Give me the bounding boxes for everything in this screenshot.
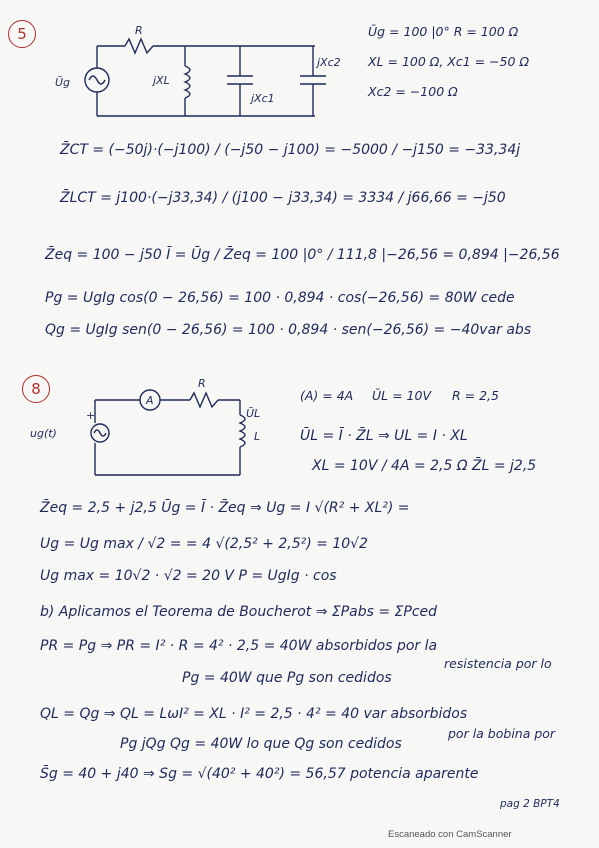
- scanner-footer: Escaneado con CamScanner: [388, 829, 512, 840]
- label-jXc1: jXc1: [251, 92, 275, 105]
- p8-line-4: Ug = Ug max / √2 = = 4 √(2,5² + 2,5²) = 10√2: [40, 536, 368, 552]
- p5-line-pg: Pg = UgIg cos(0 − 26,56) = 100 · 0,894 · cos(−26,56) = 80W cede: [45, 290, 515, 306]
- p8-line-13: S̄g = 40 + j40 ⇒ Sg = √(40² + 40²) = 56,57 potencia aparente: [40, 766, 479, 782]
- problem-5-circuit: [55, 24, 355, 128]
- p8-line-3: Z̄eq = 2,5 + j2,5 Ūg = Ī · Z̄eq ⇒ Ug = I √(R² + XL²) =: [40, 500, 410, 516]
- p5-line-zeq: Z̄eq = 100 − j50 Ī = Ūg / Z̄eq = 100 |0° / 111,8 |−26,56 = 0,894 |−26,56: [45, 247, 560, 263]
- label-jXc2: jXc2: [317, 56, 341, 69]
- label-source: ug(t): [30, 427, 57, 440]
- p8-line-9: Pg = 40W que Pg son cedidos: [182, 670, 392, 686]
- p8-line-5: Ug max = 10√2 · √2 = 20 V P = UgIg · cos: [40, 568, 337, 584]
- label-plus: +: [86, 409, 96, 422]
- label-UL: ŪL: [246, 407, 261, 420]
- p8-given-A: (A) = 4A: [300, 388, 354, 403]
- p5-given-2: XL = 100 Ω, Xc1 = −50 Ω: [368, 54, 529, 69]
- label-R8: R: [198, 377, 206, 390]
- p8-line-6: b) Aplicamos el Teorema de Boucherot ⇒ ΣPabs = ΣPced: [40, 604, 438, 620]
- problem-8-circuit: [30, 377, 280, 485]
- p5-line-zct: Z̄CT = (−50j)·(−j100) / (−j50 − j100) = −5000 / −j150 = −33,34j: [60, 142, 521, 158]
- p8-line-11: por la bobina por: [448, 726, 556, 741]
- page-tag: pag 2 BPT4: [500, 798, 560, 810]
- p5-line-zlct: Z̄LCT = j100·(−j33,34) / (j100 − j33,34) = 3334 / j66,66 = −j50: [60, 190, 506, 206]
- label-L: L: [254, 430, 261, 443]
- p8-line-8: resistencia por lo: [444, 656, 552, 671]
- p8-line-1: ŪL = Ī · Z̄L ⇒ UL = I · XL: [300, 428, 468, 444]
- p5-given-1: Ūg = 100 |0° R = 100 Ω: [368, 24, 519, 39]
- p8-line-2: XL = 10V / 4A = 2,5 Ω Z̄L = j2,5: [312, 458, 537, 474]
- p8-given-UL: ŪL = 10V: [372, 388, 431, 403]
- label-Ug: Ūg: [55, 76, 71, 89]
- p8-line-10: QL = Qg ⇒ QL = LωI² = XL · I² = 2,5 · 4² = 40 var absorbidos: [40, 706, 468, 722]
- ammeter-A: A: [146, 394, 154, 407]
- p5-line-qg: Qg = UgIg sen(0 − 26,56) = 100 · 0,894 · sen(−26,56) = −40var abs: [45, 322, 532, 338]
- p5-given-3: Xc2 = −100 Ω: [368, 84, 458, 99]
- p8-line-12: Pg jQg Qg = 40W lo que Qg son cedidos: [120, 736, 402, 752]
- label-jXL: jXL: [153, 74, 170, 87]
- label-R: R: [135, 24, 143, 37]
- p8-given-R: R = 2,5: [452, 388, 499, 403]
- problem-8-number: 8: [22, 375, 50, 403]
- problem-5-number: 5: [8, 20, 36, 48]
- p8-line-7: PR = Pg ⇒ PR = I² · R = 4² · 2,5 = 40W absorbidos por la: [40, 638, 438, 654]
